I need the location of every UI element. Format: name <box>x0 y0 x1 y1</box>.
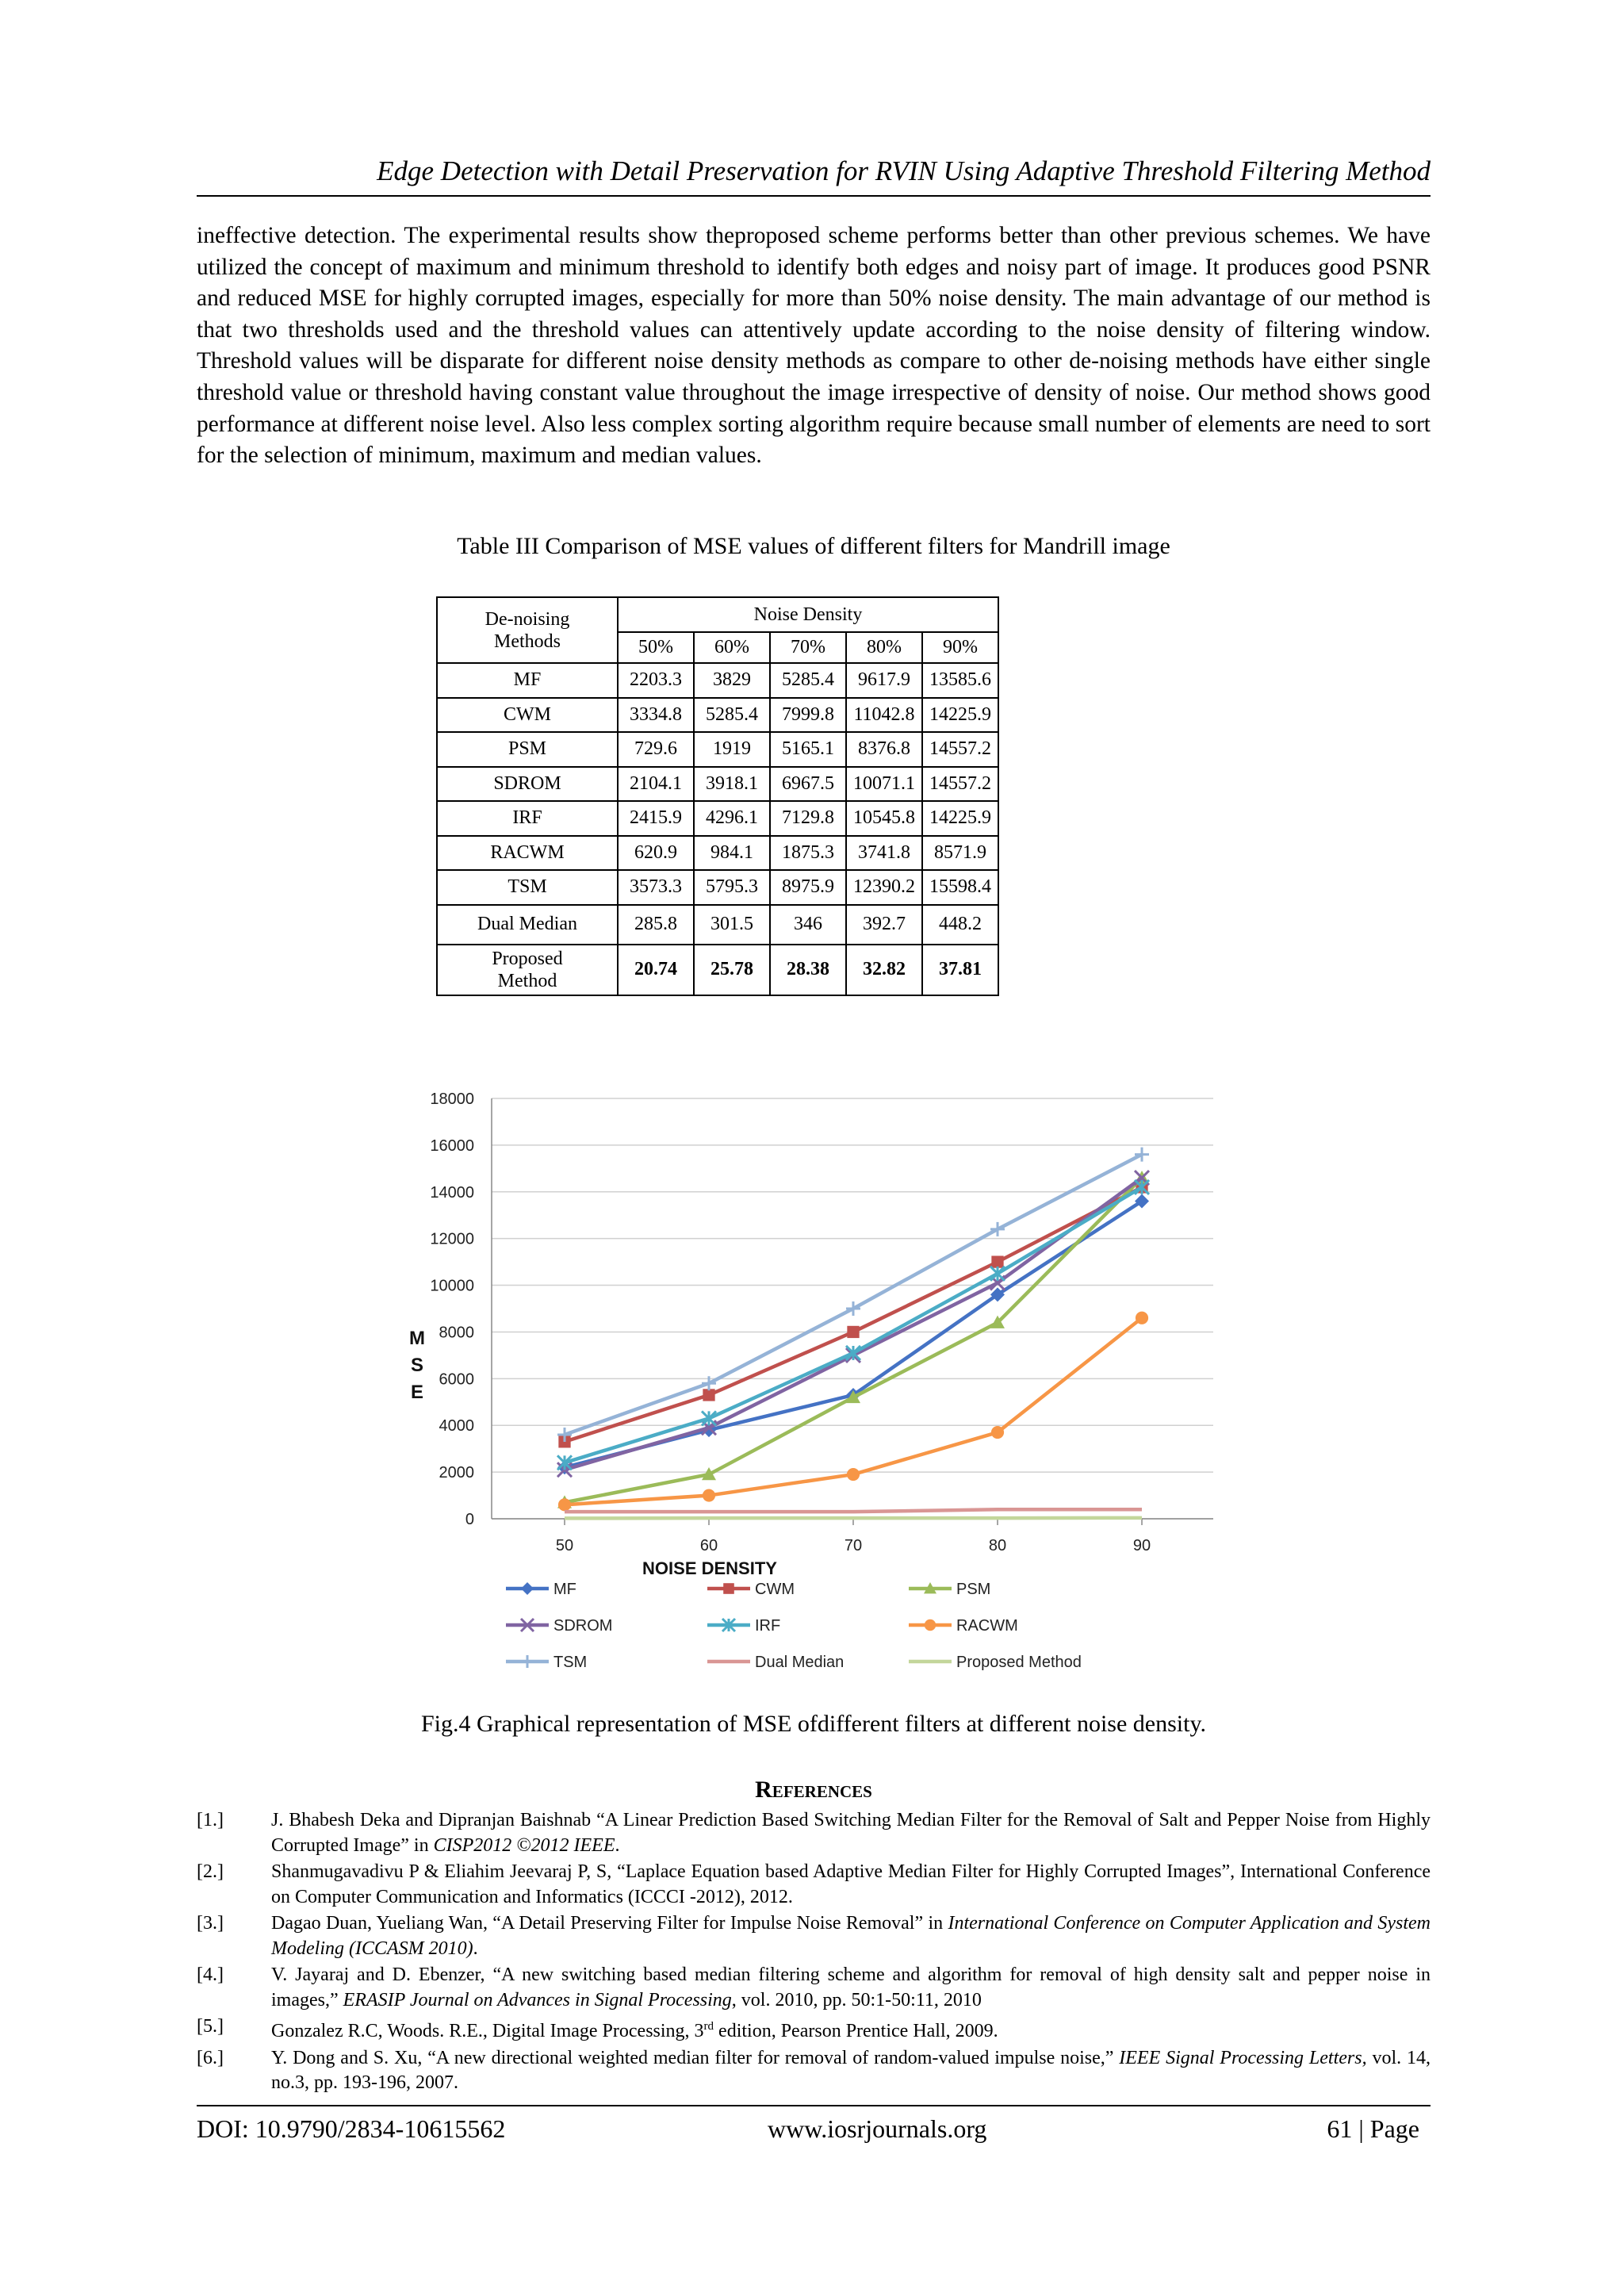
legend-item <box>707 1654 844 1671</box>
legend-label: MF <box>553 1581 576 1598</box>
footer-doi: DOI: 10.9790/2834-10615562 <box>197 2114 506 2143</box>
column-header: 90% <box>922 632 998 663</box>
reference-number: [2.] <box>197 1861 224 1882</box>
value-cell: 7129.8 <box>770 801 846 836</box>
value-cell: 8975.9 <box>770 870 846 905</box>
reference-number: [5.] <box>197 2016 224 2037</box>
table-row <box>437 698 998 733</box>
series-sdrom <box>557 1171 1149 1477</box>
legend-label: IRF <box>755 1617 781 1635</box>
column-header: 70% <box>770 632 846 663</box>
reference-item: [1.] J. Bhabesh Deka and Dipranjan Baishnab “A Linear Prediction Based Switching Median Filter for the Removal of Salt and Pepper Noise from Highly Corrupted Image” in CISP2012 ©2012 IEEE. <box>197 1810 1431 1856</box>
value-cell: 3334.8 <box>618 698 694 733</box>
row-method-cell: RACWM <box>437 836 618 871</box>
data-point <box>703 1389 714 1401</box>
table-row <box>437 767 998 802</box>
legend-item <box>909 1617 1018 1635</box>
body-paragraph: ineffective detection. The experimental results show theproposed scheme performs better than other previous schemes. We have utilized the concept of maximum and minimum threshold to identify both edges and noisy part of image. It produces good PSNR and reduced MSE for highly corrupted images, especially for more than 50% noise density. The main advantage of our method is that two thresholds used and the threshold values can attentively update according to the noise density of filtering window. Threshold values will be disparate for different noise density methods as compare to other de-noising methods have either single threshold value or threshold having constant value throughout the image irrespective of density of noise. Our method shows good performance at different noise level. Also less complex sorting algorithm require because small number of elements are need to sort for the selection of minimum, maximum and median values. <box>197 223 1431 469</box>
table-row <box>437 870 998 905</box>
value-cell: 28.38 <box>770 945 846 995</box>
mse-line-chart <box>373 1075 1269 1689</box>
y-tick-label: 10000 <box>430 1277 474 1295</box>
data-point <box>991 1426 1004 1439</box>
data-point <box>1135 1148 1149 1162</box>
value-cell: 14557.2 <box>922 767 998 802</box>
value-cell: 9617.9 <box>846 663 922 698</box>
column-header: 50% <box>618 632 694 663</box>
table-row <box>437 836 998 871</box>
reference-number: [4.] <box>197 1964 224 1985</box>
data-point <box>990 1222 1005 1236</box>
method-column-header: De-noising Methods <box>437 597 618 663</box>
x-tick-label: 80 <box>988 1537 1007 1554</box>
series-psm <box>557 1171 1149 1508</box>
value-cell: 3829 <box>694 663 770 698</box>
value-cell: 2104.1 <box>618 767 694 802</box>
row-method-cell: CWM <box>437 698 618 733</box>
value-cell: 10071.1 <box>846 767 922 802</box>
value-cell: 392.7 <box>846 905 922 945</box>
y-axis-label-letter: E <box>410 1382 424 1403</box>
value-cell: 620.9 <box>618 836 694 871</box>
data-point <box>846 1301 860 1316</box>
series-line <box>565 1187 1142 1462</box>
table-row <box>437 905 998 945</box>
value-cell: 14225.9 <box>922 801 998 836</box>
value-cell: 1875.3 <box>770 836 846 871</box>
legend-item <box>909 1654 1082 1671</box>
data-point <box>991 1255 1003 1267</box>
value-cell: 8376.8 <box>846 732 922 767</box>
legend-marker <box>521 1655 534 1668</box>
y-tick-label: 4000 <box>439 1417 474 1435</box>
reference-item: [3.] Dagao Duan, Yueliang Wan, “A Detail Preserving Filter for Impulse Noise Removal” in International Conference on Computer Application and System Modeling (ICCASM 2010). <box>197 1913 1431 1959</box>
table-header-row <box>437 597 998 632</box>
value-cell: 346 <box>770 905 846 945</box>
noise-density-header: Noise Density <box>618 597 998 632</box>
data-point <box>703 1489 715 1501</box>
series-racwm <box>558 1312 1148 1512</box>
value-cell: 729.6 <box>618 732 694 767</box>
legend-label: Proposed Method <box>956 1654 1082 1671</box>
y-tick-label: 12000 <box>430 1230 474 1248</box>
y-tick-label: 14000 <box>430 1183 474 1202</box>
value-cell: 5285.4 <box>694 698 770 733</box>
y-axis-label <box>409 1328 425 1403</box>
data-point <box>847 1326 859 1338</box>
row-method-cell: PSM <box>437 732 618 767</box>
value-cell: 10545.8 <box>846 801 922 836</box>
value-cell: 5165.1 <box>770 732 846 767</box>
series-dual-median <box>565 1509 1142 1512</box>
table-row <box>437 732 998 767</box>
x-tick-label: 70 <box>844 1537 863 1554</box>
value-cell: 301.5 <box>694 905 770 945</box>
data-point <box>990 1267 1005 1281</box>
value-cell: 984.1 <box>694 836 770 871</box>
legend-item <box>707 1617 780 1635</box>
column-header: 80% <box>846 632 922 663</box>
footer-page-number: 61 | Page <box>1327 2114 1419 2143</box>
column-header: 60% <box>694 632 770 663</box>
table-row <box>437 663 998 698</box>
legend-label: RACWM <box>956 1617 1018 1635</box>
y-axis-label-letter: M <box>409 1328 425 1349</box>
legend-label: CWM <box>755 1581 795 1598</box>
series-line <box>565 1509 1142 1512</box>
reference-number: [1.] <box>197 1810 224 1830</box>
value-cell: 37.81 <box>922 945 998 995</box>
y-tick-label: 2000 <box>439 1464 474 1482</box>
value-cell: 14225.9 <box>922 698 998 733</box>
value-cell: 4296.1 <box>694 801 770 836</box>
reference-item: [5.] Gonzalez R.C, Woods. R.E., Digital Image Processing, 3rd edition, Pearson Prentice Hall, 2009. <box>197 2016 998 2041</box>
legend-item <box>506 1581 576 1598</box>
value-cell: 285.8 <box>618 905 694 945</box>
x-tick-label: 60 <box>699 1537 718 1554</box>
page-footer <box>197 2105 1431 2151</box>
legend-item <box>506 1654 587 1671</box>
y-tick-label: 8000 <box>439 1324 474 1342</box>
y-tick-label: 16000 <box>430 1137 474 1155</box>
table-caption: Table III Comparison of MSE values of different filters for Mandrill image <box>457 533 1170 559</box>
value-cell: 3741.8 <box>846 836 922 871</box>
table-row-proposed <box>437 945 998 995</box>
y-tick-label: 0 <box>465 1511 474 1528</box>
running-head <box>197 151 1431 197</box>
value-cell: 25.78 <box>694 945 770 995</box>
data-point <box>847 1468 860 1481</box>
legend-marker <box>723 1583 734 1594</box>
table-row <box>437 801 998 836</box>
legend-label: PSM <box>956 1581 991 1598</box>
y-tick-label: 18000 <box>430 1091 474 1108</box>
reference-item: [6.] Y. Dong and S. Xu, “A new directional weighted median filter for removal of random-valued impulse noise,” IEEE Signal Processing Letters, vol. 14, no.3, pp. 193-196, 2007. <box>197 2047 1431 2093</box>
figure-caption: Fig.4 Graphical representation of MSE ofdifferent filters at different noise density. <box>421 1711 1206 1737</box>
footer-website: www.iosrjournals.org <box>768 2114 987 2143</box>
value-cell: 3573.3 <box>618 870 694 905</box>
reference-number: [6.] <box>197 2047 224 2068</box>
value-cell: 8571.9 <box>922 836 998 871</box>
legend-marker <box>925 1619 936 1631</box>
reference-item: [4.] V. Jayaraj and D. Ebenzer, “A new switching based median filtering scheme and algorithm for removal of high density salt and pepper noise in images,” ERASIP Journal on Advances in Signal Processing, vol. 2010, pp. 50:1-50:11, 2010 <box>197 1964 1431 2010</box>
series-line <box>565 1178 1142 1502</box>
legend-marker <box>521 1582 534 1595</box>
mse-table <box>436 596 999 996</box>
row-method-cell: TSM <box>437 870 618 905</box>
reference-item: [2.] Shanmugavadivu P & Eliahim Jeevaraj P, S, “Laplace Equation based Adaptive Median Filter for Highly Corrupted Images”, International Conference on Computer Communication and Informatics (ICCCI -2012), 2012. <box>197 1861 1431 1907</box>
legend-label: SDROM <box>553 1617 613 1635</box>
value-cell: 2203.3 <box>618 663 694 698</box>
value-cell: 5285.4 <box>770 663 846 698</box>
value-cell: 14557.2 <box>922 732 998 767</box>
legend-label: TSM <box>553 1654 588 1671</box>
value-cell: 448.2 <box>922 905 998 945</box>
x-axis-label: NOISE DENSITY <box>642 1558 777 1578</box>
x-tick-label: 50 <box>555 1537 574 1554</box>
value-cell: 6967.5 <box>770 767 846 802</box>
row-method-cell: Dual Median <box>437 905 618 945</box>
value-cell: 20.74 <box>618 945 694 995</box>
value-cell: 2415.9 <box>618 801 694 836</box>
data-point <box>1136 1312 1148 1324</box>
value-cell: 12390.2 <box>846 870 922 905</box>
legend-label: Dual Median <box>755 1654 845 1671</box>
x-tick-label: 90 <box>1132 1537 1151 1554</box>
value-cell: 13585.6 <box>922 663 998 698</box>
value-cell: 7999.8 <box>770 698 846 733</box>
running-title: Edge Detection with Detail Preservation for RVIN Using Adaptive Threshold Filtering Method <box>377 155 1431 186</box>
y-axis-label-letter: S <box>410 1355 424 1376</box>
value-cell: 32.82 <box>846 945 922 995</box>
value-cell: 1919 <box>694 732 770 767</box>
series-line <box>565 1518 1142 1519</box>
value-cell: 3918.1 <box>694 767 770 802</box>
data-point <box>558 1498 571 1511</box>
row-method-cell: IRF <box>437 801 618 836</box>
row-method-cell: MF <box>437 663 618 698</box>
legend-item <box>506 1617 612 1635</box>
series-proposed-method <box>565 1518 1142 1519</box>
legend-item <box>909 1581 990 1598</box>
value-cell: 11042.8 <box>846 698 922 733</box>
y-tick-label: 6000 <box>439 1370 474 1389</box>
row-method-cell: SDROM <box>437 767 618 802</box>
reference-number: [3.] <box>197 1913 224 1934</box>
references-heading: References <box>755 1777 872 1803</box>
series-irf <box>557 1180 1149 1470</box>
value-cell: 15598.4 <box>922 870 998 905</box>
references-list <box>197 1808 1431 2098</box>
legend-item <box>707 1581 795 1598</box>
value-cell: 5795.3 <box>694 870 770 905</box>
table-body <box>437 663 998 995</box>
row-method-cell: Proposed Method <box>437 945 618 995</box>
